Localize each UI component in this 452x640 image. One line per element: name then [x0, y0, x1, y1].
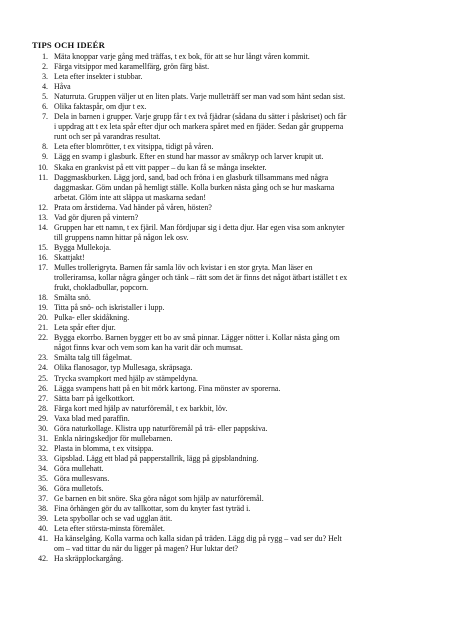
list-item-number: 30.	[38, 423, 48, 433]
list-item-line: Enkla näringskedjor för mullebarnen.	[54, 433, 173, 443]
list-item-text	[54, 243, 430, 253]
list-item-number: 32.	[38, 443, 48, 453]
list-item-line: Gipsblad. Lägg ett blad på papperstallrik, lägg på gipsblandning.	[54, 453, 259, 463]
list-item	[36, 152, 430, 162]
list-item-number: 37.	[38, 494, 48, 504]
list-item-text	[54, 102, 430, 112]
list-item	[36, 102, 430, 112]
list-item	[36, 534, 430, 554]
list-item	[36, 434, 430, 444]
list-item-number: 25.	[38, 373, 48, 383]
list-item	[36, 263, 430, 293]
list-item-line: Mulles trollerigryta. Barnen får samla löv och kvistar i en stor gryta. Man läser en	[54, 262, 313, 272]
list-item	[36, 384, 430, 394]
list-item-line: Skattjakt!	[54, 252, 85, 262]
list-item	[36, 484, 430, 494]
list-item-number: 36.	[38, 484, 48, 494]
list-item-number: 39.	[38, 514, 48, 524]
list-item-line: Smälta snö.	[54, 293, 91, 303]
list-item-line: arbetat. Glöm inte att släppa ut maskarna sedan!	[54, 192, 207, 202]
list-item-number: 15.	[38, 242, 48, 252]
list-item	[36, 363, 430, 373]
list-item	[36, 72, 430, 82]
list-item-text	[54, 92, 430, 102]
list-item-line: till gruppens namn hittar på någon lek osv.	[54, 232, 189, 242]
list-item-number: 26.	[38, 383, 48, 393]
list-item	[36, 464, 430, 474]
list-item-number: 16.	[38, 252, 48, 262]
list-item-line: Bygga Mullekoja.	[54, 242, 111, 252]
list-item-line: Leta efter största-minsta föremålet.	[54, 524, 165, 534]
list-item-line: i uppdrag att t ex leta spår efter djur och markera spåret med en fjäder. Sedan går grupperna	[54, 122, 344, 132]
list-item-line: Håva	[54, 82, 71, 92]
list-item	[36, 414, 430, 424]
list-item	[36, 444, 430, 454]
list-item-number: 17.	[38, 262, 48, 272]
list-item-text	[54, 464, 430, 474]
list-item-text	[54, 474, 430, 484]
list-item-line: Prata om årstiderna. Vad händer på våren, hösten?	[54, 202, 212, 212]
list-item-text	[54, 434, 430, 444]
list-item-line: Lägg en svamp i glasburk. Efter en stund har massor av småkryp och larver krupit ut.	[54, 152, 324, 162]
list-item-line: Leta efter insekter i stubbar.	[54, 72, 143, 82]
list-item-line: Leta spår efter djur.	[54, 323, 116, 333]
list-item-text	[54, 534, 430, 554]
list-item-number: 21.	[38, 323, 48, 333]
list-item-number: 8.	[42, 142, 48, 152]
list-item-text	[54, 52, 430, 62]
list-item-text	[54, 313, 430, 323]
list-item-number: 23.	[38, 353, 48, 363]
list-item	[36, 554, 430, 564]
list-item-text	[54, 223, 430, 243]
list-item	[36, 213, 430, 223]
list-item	[36, 163, 430, 173]
list-item-text	[54, 454, 430, 464]
list-item-number: 27.	[38, 393, 48, 403]
list-item-text	[54, 152, 430, 162]
list-item	[36, 313, 430, 323]
list-item-line: Leta spybollar och se vad ugglan ätit.	[54, 514, 173, 524]
list-item-number: 42.	[38, 554, 48, 564]
list-item-line: Fina örhängen gör du av tallkottar, som du knyter fast tyträd i.	[54, 504, 251, 514]
list-item-line: Naturruta. Gruppen väljer ut en liten plats. Varje mulleträff ser man vad som hänt sedan sist.	[54, 92, 346, 102]
list-item-number: 20.	[38, 313, 48, 323]
list-item	[36, 92, 430, 102]
list-item-line: Trycka svampkort med hjälp av stämpeldyna.	[54, 373, 198, 383]
list-item	[36, 374, 430, 384]
list-item-text	[54, 323, 430, 333]
list-item-number: 41.	[38, 534, 48, 544]
list-item-line: Lägga svampens hatt på en bit mörk kartong. Fina mönster av sporerna.	[54, 383, 281, 393]
list-item-number: 24.	[38, 363, 48, 373]
list-item-line: Sätta barr på igelkottkort.	[54, 393, 135, 403]
list-item	[36, 223, 430, 243]
list-item-line: daggmaskar. Göm undan på hemligt ställe. Kolla burken nästa gång och se hur maskarna	[54, 182, 335, 192]
list-item-text	[54, 163, 430, 173]
list-item-text	[54, 394, 430, 404]
list-item-line: Ha skräpplockargång.	[54, 554, 124, 564]
list-item-line: Pulka- eller skidåkning.	[54, 313, 130, 323]
list-item-line: Olika faktaspår, om djur t ex.	[54, 102, 147, 112]
list-item-line: Färga vitsippor med karamellfärg, grön färg bäst.	[54, 62, 210, 72]
list-item-number: 10.	[38, 162, 48, 172]
list-item-text	[54, 494, 430, 504]
list-item-number: 22.	[38, 333, 48, 343]
list-item-line: frukt, chokladbullar, popcorn.	[54, 283, 149, 293]
list-item-number: 31.	[38, 433, 48, 443]
list-item-line: Göra mullehatt.	[54, 463, 104, 473]
list-item-line: Göra naturkollage. Klistra upp naturföremål på trä- eller pappskiva.	[54, 423, 268, 433]
list-item-text	[54, 514, 430, 524]
list-item-line: Färga kort med hjälp av naturföremål, t ex barkbit, löv.	[54, 403, 228, 413]
list-item-line: Bygga ekorrbo. Barnen bygger ett bo av små pinnar. Lägger nötter i. Kollar nästa gång om	[54, 333, 340, 343]
list-item	[36, 142, 430, 152]
list-item	[36, 353, 430, 363]
list-item-text	[54, 524, 430, 534]
list-item-text	[54, 72, 430, 82]
list-item-number: 14.	[38, 222, 48, 232]
list-item	[36, 524, 430, 534]
list-item-text	[54, 203, 430, 213]
list-item-number: 4.	[42, 82, 48, 92]
list-item-text	[54, 353, 430, 363]
list-item-number: 6.	[42, 102, 48, 112]
list-item-line: Göra mullesvans.	[54, 473, 110, 483]
list-item	[36, 494, 430, 504]
list-item-text	[54, 62, 430, 72]
list-item-number: 5.	[42, 92, 48, 102]
list-item-text	[54, 142, 430, 152]
list-item	[36, 173, 430, 203]
list-item	[36, 474, 430, 484]
list-item-line: Plasta in blomma, t ex vitsippa.	[54, 443, 154, 453]
list-item-number: 9.	[42, 152, 48, 162]
list-item-line: Vaxa blad med paraffin.	[54, 413, 130, 423]
list-item-number: 34.	[38, 463, 48, 473]
list-item-number: 35.	[38, 473, 48, 483]
list-item	[36, 253, 430, 263]
list-item-line: Dela in barnen i grupper. Varje grupp får t ex två fjädrar (sådana du sätter i påskriset) och får	[54, 112, 347, 122]
list-item	[36, 504, 430, 514]
document-title: TIPS OCH IDEÉR	[32, 40, 105, 50]
list-item-number: 13.	[38, 212, 48, 222]
list-item-number: 38.	[38, 504, 48, 514]
list-item-text	[54, 444, 430, 454]
list-item-text	[54, 173, 430, 203]
list-item-number: 40.	[38, 524, 48, 534]
list-item-line: runt och ser på varandras resultat.	[54, 132, 161, 142]
list-item-text	[54, 303, 430, 313]
list-item-line: Leta efter blomrötter, t ex vitsippa, tidigt på våren.	[54, 142, 214, 152]
list-item-line: Vad gör djuren på vintern?	[54, 212, 139, 222]
list-item-line: något finns kvar och vem som kan ha varit där och mumsat.	[54, 343, 243, 353]
list-item	[36, 333, 430, 353]
list-item-number: 1.	[42, 52, 48, 61]
list-item	[36, 203, 430, 213]
list-item-text	[54, 82, 430, 92]
list-item-line: Göra mulletofs.	[54, 484, 104, 494]
list-item-text	[54, 363, 430, 373]
list-item	[36, 52, 430, 62]
list-item	[36, 514, 430, 524]
list-item-text	[54, 374, 430, 384]
list-item	[36, 303, 430, 313]
list-item	[36, 323, 430, 333]
list-item-text	[54, 554, 430, 564]
list-item-text	[54, 293, 430, 303]
list-item-text	[54, 112, 430, 142]
list-item	[36, 293, 430, 303]
list-item-text	[54, 504, 430, 514]
list-item	[36, 404, 430, 414]
list-item-text	[54, 424, 430, 434]
list-item	[36, 112, 430, 142]
list-item	[36, 454, 430, 464]
tips-list	[36, 52, 430, 564]
list-item-line: Ge barnen en bit snöre. Ska göra något som hjälp av naturföremål.	[54, 494, 264, 504]
list-item-number: 19.	[38, 303, 48, 313]
list-item-text	[54, 333, 430, 353]
list-item-line: Titta på snö- och iskristaller i lupp.	[54, 303, 165, 313]
list-item	[36, 82, 430, 92]
list-item	[36, 394, 430, 404]
list-item-line: Skaka en grankvist på ett vitt papper – du kan få se många insekter.	[54, 162, 267, 172]
list-item-text	[54, 484, 430, 494]
list-item-line: Ha känselgång. Kolla varma och kalla sidan på träden. Lägg dig på rygg – vad ser du? Helt	[54, 534, 342, 544]
list-item-text	[54, 404, 430, 414]
list-item-line: Gruppen har ett namn, t ex fjäril. Man fördjupar sig i detta djur. Har egen visa som anknyter	[54, 222, 345, 232]
list-item	[36, 62, 430, 72]
list-item-number: 28.	[38, 403, 48, 413]
list-item-line: Mäta knoppar varje gång med träffas, t ex bok, för att se hur långt våren kommit.	[54, 52, 310, 61]
list-item	[36, 424, 430, 434]
list-item-number: 12.	[38, 202, 48, 212]
list-item-number: 3.	[42, 72, 48, 82]
list-item-line: Olika flanosagor, typ Mullesaga, skräpsaga.	[54, 363, 193, 373]
list-item-number: 33.	[38, 453, 48, 463]
list-item-text	[54, 414, 430, 424]
list-item-line: om – vad tittar du när du ligger på magen? Hur luktar det?	[54, 544, 239, 554]
list-item-number: 11.	[38, 172, 48, 182]
list-item-line: Smälta talg till fågelmat.	[54, 353, 133, 363]
list-item-line: Daggmaskburken. Lägg jord, sand, bad och fröna i en glasburk tillsammans med några	[54, 172, 329, 182]
list-item-text	[54, 253, 430, 263]
list-item	[36, 243, 430, 253]
list-item-number: 18.	[38, 293, 48, 303]
list-item-text	[54, 263, 430, 293]
list-item-text	[54, 384, 430, 394]
list-item-number: 7.	[42, 112, 48, 122]
list-item-number: 2.	[42, 62, 48, 72]
list-item-number: 29.	[38, 413, 48, 423]
list-item-text	[54, 213, 430, 223]
list-item-line: trolleriramsa, kollar några gånger och tänk – rätt som det är finns det något ätbart istället t ex	[54, 273, 348, 283]
